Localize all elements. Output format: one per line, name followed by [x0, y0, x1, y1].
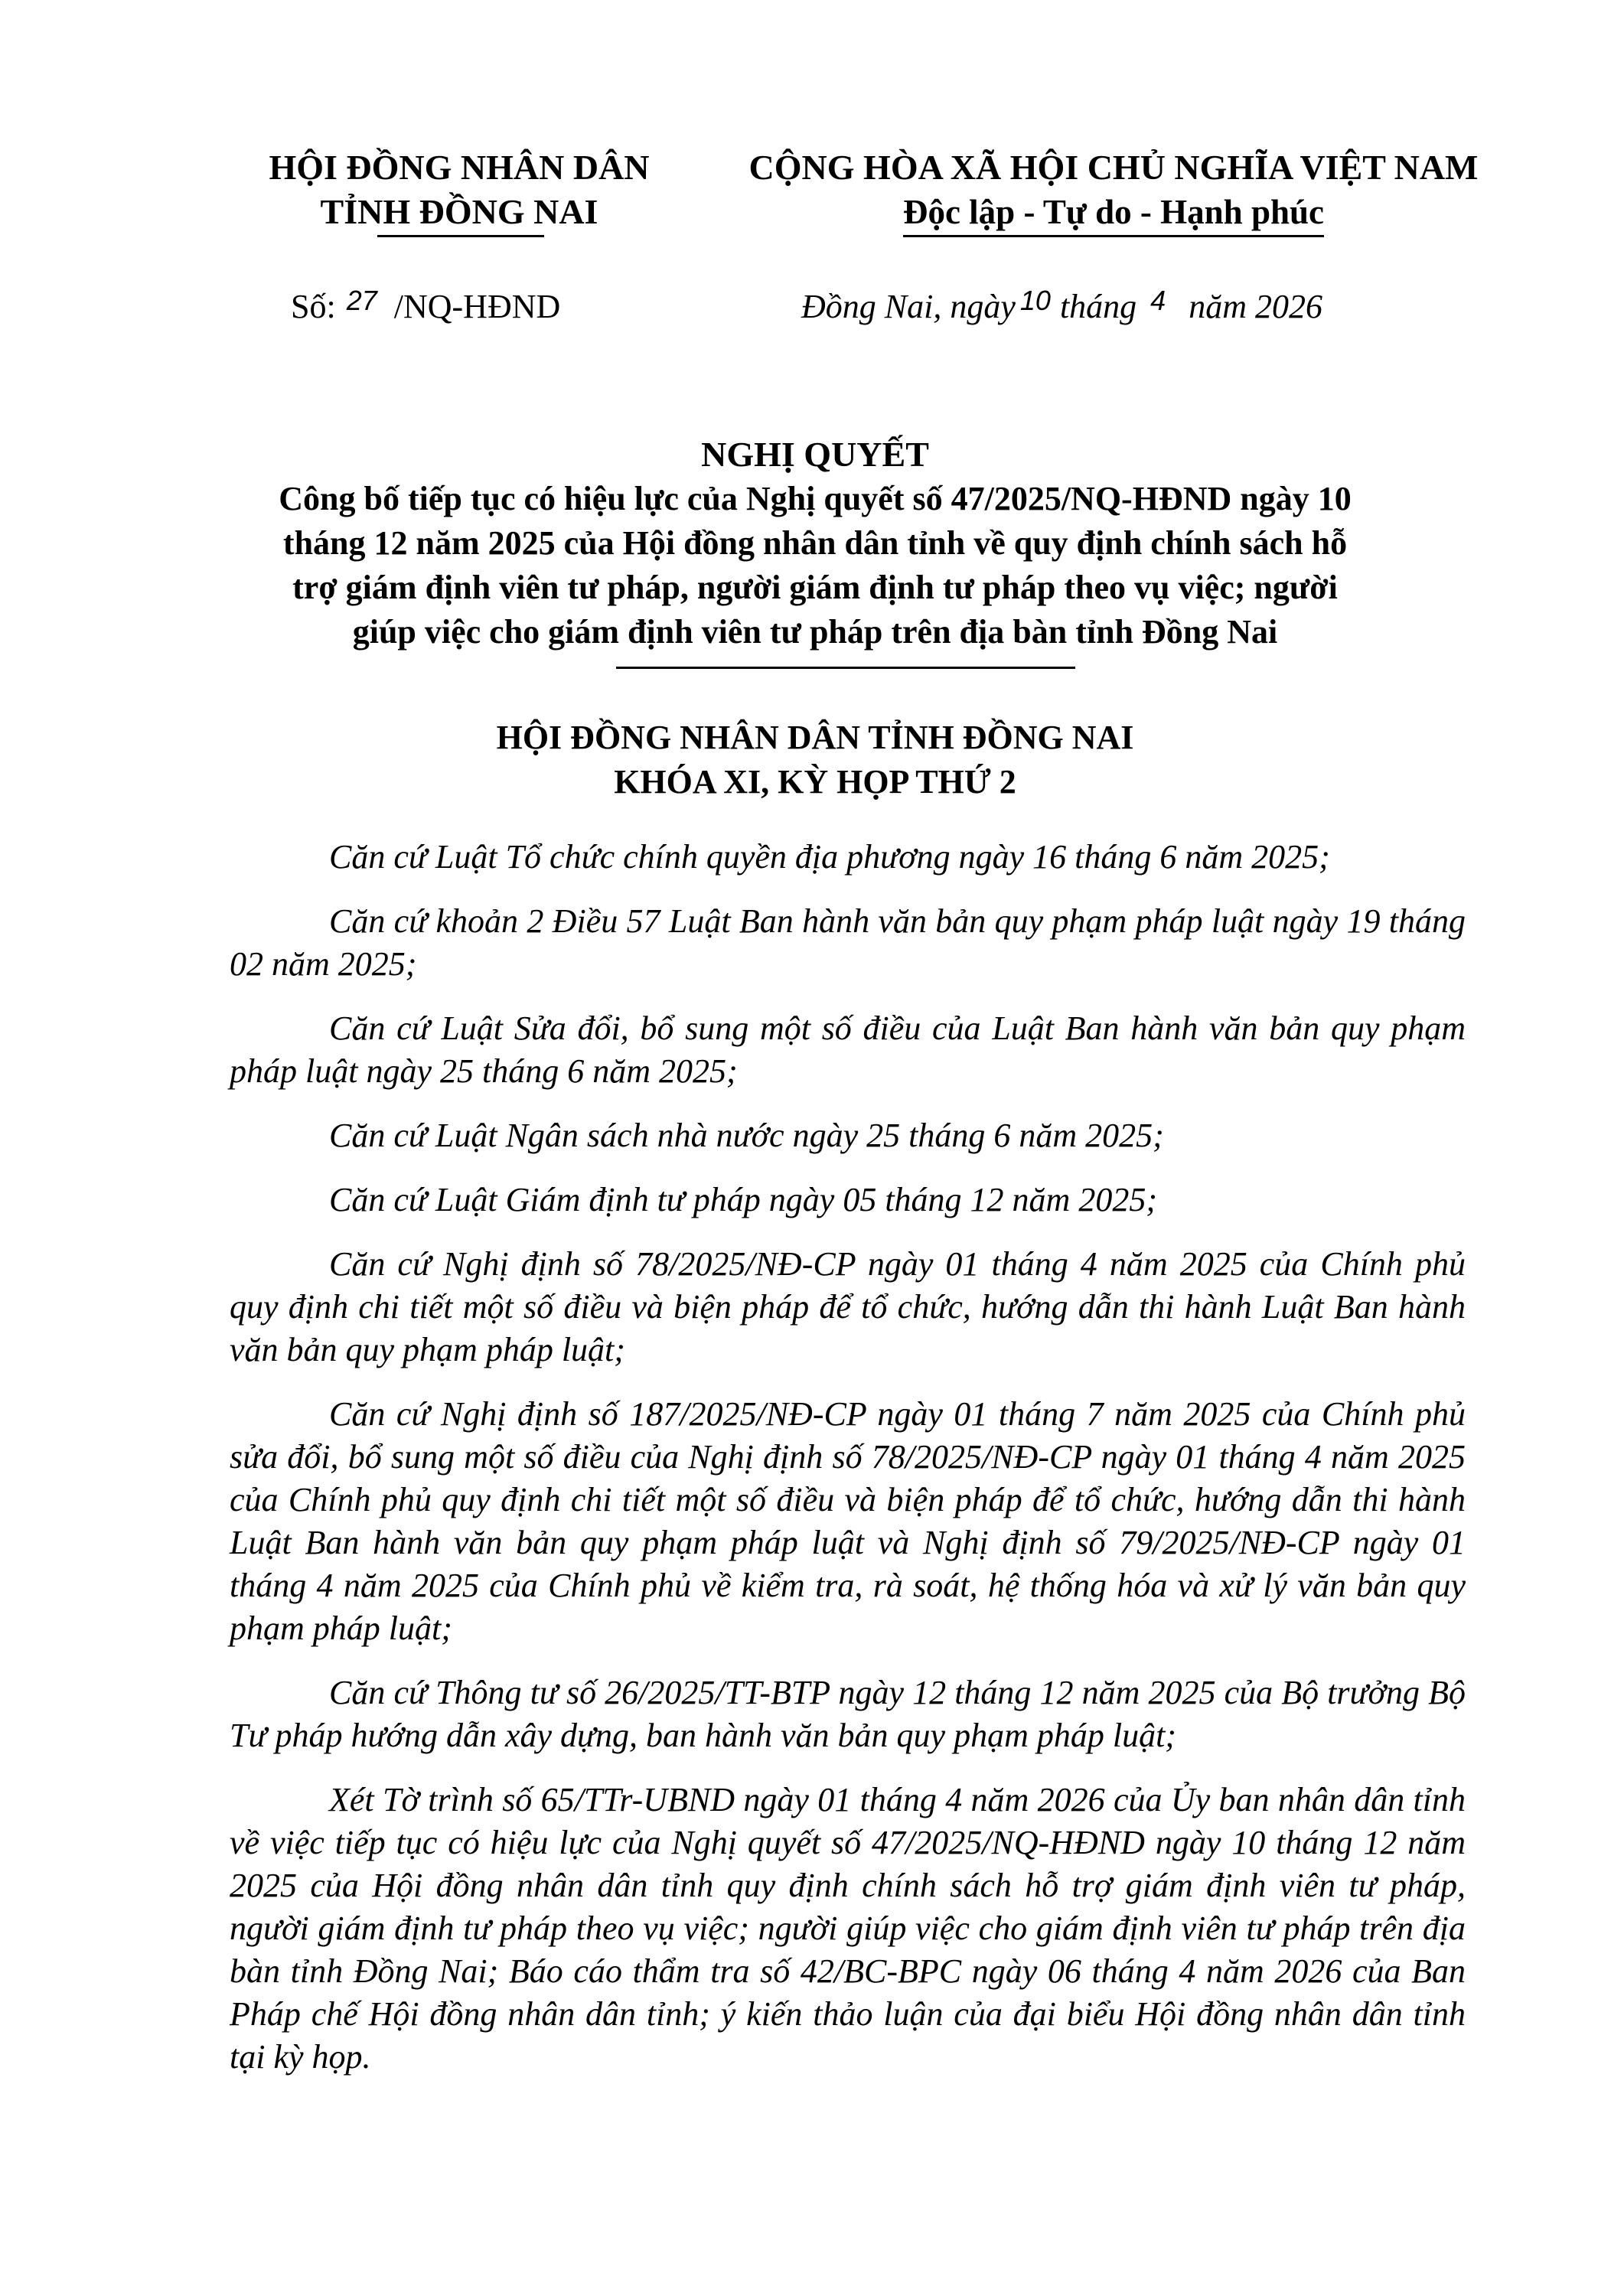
- council-heading: [230, 716, 1401, 804]
- place-and-date: [801, 287, 1322, 326]
- title-subject-line-1: Công bố tiếp tục có hiệu lực của Nghị quyết số 47/2025/NQ-HĐND ngày 10: [279, 480, 1352, 517]
- council-name: HỘI ĐỒNG NHÂN DÂN TỈNH ĐỒNG NAI: [496, 719, 1134, 756]
- date-month: 4: [1150, 285, 1166, 316]
- preamble-paragraph: Căn cứ Nghị định số 187/2025/NĐ-CP ngày 01 tháng 7 năm 2025 của Chính phủ sửa đổi, bổ sung một số điều của Nghị định số 78/2025/NĐ-CP ngày 01 tháng 4 năm 2025 của Chính phủ quy định chi tiết một số điều và biện pháp để tổ chức, hướng dẫn thi hành Luật Ban hành văn bản quy phạm pháp luật và Nghị định số 79/2025/NĐ-CP ngày 01 tháng 4 năm 2025 của Chính phủ về kiểm tra, rà soát, hệ thống hóa và xử lý văn bản quy phạm pháp luật;: [230, 1395, 1466, 1647]
- document-type: NGHỊ QUYẾT: [701, 435, 929, 474]
- motto-underline: [903, 235, 1324, 237]
- place-text: Đồng Nai, ngày: [801, 288, 1016, 325]
- doc-number-prefix: Số:: [291, 288, 336, 325]
- preamble-paragraph: Căn cứ Luật Giám định tư pháp ngày 05 tháng 12 năm 2025;: [329, 1181, 1157, 1218]
- title-underline: [616, 667, 1075, 669]
- national-motto: Độc lập - Tự do - Hạnh phúc: [902, 193, 1325, 231]
- doc-number-value: 27: [346, 285, 377, 316]
- preamble-paragraph: Căn cứ Thông tư số 26/2025/TT-BTP ngày 12 tháng 12 năm 2025 của Bộ trưởng Bộ Tư pháp hướng dẫn xây dựng, ban hành văn bản quy phạm pháp luật;: [230, 1674, 1466, 1754]
- nation-name: CỘNG HÒA XÃ HỘI CHỦ NGHĨA VIỆT NAM: [748, 148, 1479, 187]
- issuing-authority: [230, 145, 689, 234]
- preamble-paragraph: Căn cứ khoản 2 Điều 57 Luật Ban hành văn bản quy phạm pháp luật ngày 19 tháng 02 năm 2025;: [230, 902, 1466, 983]
- document-title: [230, 432, 1401, 654]
- title-subject-line-4: giúp việc cho giám định viên tư pháp trên địa bàn tỉnh Đồng Nai: [352, 613, 1278, 651]
- authority-underline: [377, 235, 544, 237]
- title-subject-line-3: trợ giám định viên tư pháp, người giám định tư pháp theo vụ việc; người: [292, 569, 1338, 606]
- doc-number-suffix: /NQ-HĐND: [393, 288, 561, 325]
- preamble-paragraph: Xét Tờ trình số 65/TTr-UBND ngày 01 tháng 4 năm 2026 của Ủy ban nhân dân tỉnh về việc tiếp tục có hiệu lực của Nghị quyết số 47/2025/NQ-HĐND ngày 10 tháng 12 năm 2025 của Hội đồng nhân dân tỉnh quy định chính sách hỗ trợ giám định viên tư pháp, người giám định tư pháp theo vụ việc; người giúp việc cho giám định viên tư pháp trên địa bàn tỉnh Đồng Nai; Báo cáo thẩm tra số 42/BC-BPC ngày 06 tháng 4 năm 2026 của Ban Pháp chế Hội đồng nhân dân tỉnh; ý kiến thảo luận của đại biểu Hội đồng nhân dân tỉnh tại kỳ họp.: [230, 1781, 1466, 2076]
- month-label: tháng: [1059, 288, 1137, 325]
- preamble-paragraph: Căn cứ Luật Ngân sách nhà nước ngày 25 tháng 6 năm 2025;: [329, 1117, 1164, 1154]
- preamble-paragraph: Căn cứ Luật Tổ chức chính quyền địa phương ngày 16 tháng 6 năm 2025;: [329, 838, 1330, 876]
- authority-line-1: HỘI ĐỒNG NHÂN DÂN: [269, 148, 650, 187]
- preamble-paragraph: Căn cứ Nghị định số 78/2025/NĐ-CP ngày 01 tháng 4 năm 2025 của Chính phủ quy định chi tiết một số điều và biện pháp để tổ chức, hướng dẫn thi hành Luật Ban hành văn bản quy phạm pháp luật;: [230, 1245, 1466, 1368]
- preamble: [230, 836, 1466, 2100]
- preamble-paragraph: Căn cứ Luật Sửa đổi, bổ sung một số điều của Luật Ban hành văn bản quy phạm pháp luật ngày 25 tháng 6 năm 2025;: [230, 1009, 1466, 1090]
- title-subject-line-2: tháng 12 năm 2025 của Hội đồng nhân dân tỉnh về quy định chính sách hỗ: [282, 524, 1348, 562]
- year-label: năm 2026: [1189, 288, 1322, 325]
- authority-line-2: TỈNH ĐỒNG NAI: [320, 192, 598, 231]
- document-number: [291, 287, 560, 326]
- national-title: [681, 145, 1546, 234]
- date-day: 10: [1019, 285, 1051, 316]
- council-session: KHÓA XI, KỲ HỌP THỨ 2: [614, 763, 1016, 801]
